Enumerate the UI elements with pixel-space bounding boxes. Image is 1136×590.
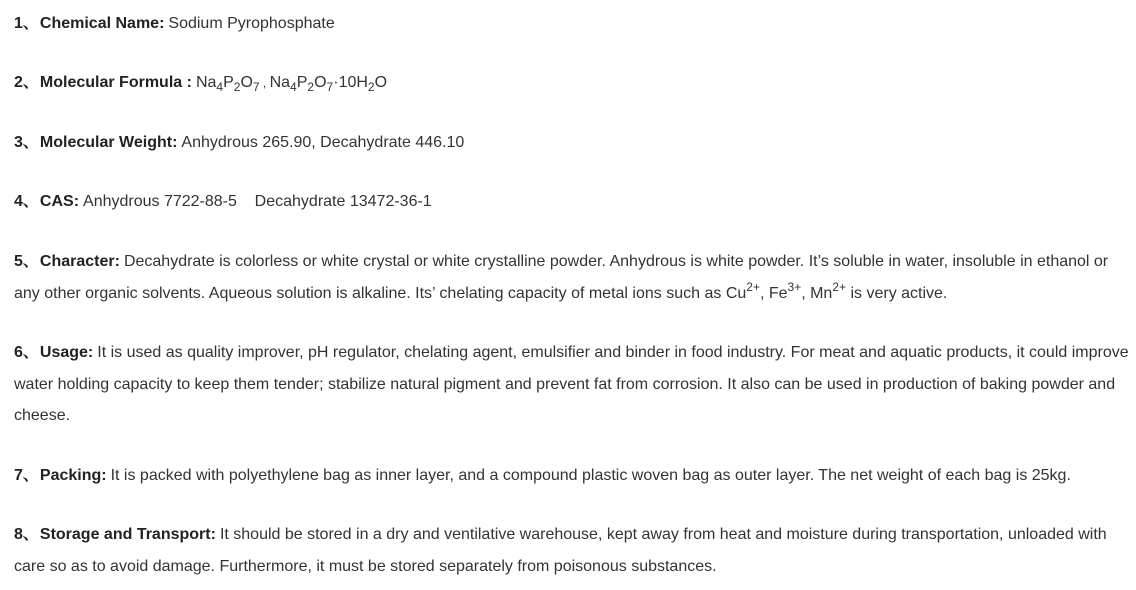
item-label: Character: <box>39 253 120 270</box>
item-text-end: is very active. <box>846 284 948 302</box>
item-number: 2、 <box>14 74 39 91</box>
item-label: Storage and Transport: <box>39 526 216 543</box>
item-text: Sodium Pyrophosphate <box>168 15 335 32</box>
item-number: 6、 <box>14 344 39 361</box>
item-text: Anhydrous 7722-88-5 Decahydrate 13472-36-1 <box>83 193 432 210</box>
item-text: It is packed with polyethylene bag as inner layer, and a compound plastic woven bag as outer layer. The net weight of each bag is 25kg. <box>110 467 1071 484</box>
item-label: Chemical Name: <box>39 15 165 32</box>
formula-anhydrous: $Na_4P_2O_7$ <box>195 74 260 94</box>
spec-chemical-name <box>14 8 1132 40</box>
ion-manganese: $Mn^{2+}$ <box>810 279 847 302</box>
item-label: Packing: <box>39 467 107 484</box>
spec-storage-transport <box>14 519 1132 582</box>
formula-separator: , <box>259 76 270 90</box>
item-number: 1、 <box>14 15 39 32</box>
item-label: Usage: <box>39 344 94 361</box>
item-text: Decahydrate is colorless or white crystal or white crystalline powder. Anhydrous is white powder. It’s soluble in water, insoluble in ethanol or any other organic solvents. Aqueous solution is alkaline. Its’ chelating capacity of metal ions such as <box>14 253 1109 302</box>
ion-iron: $Fe^{3+}$ <box>768 279 802 302</box>
item-label: Molecular Weight: <box>39 134 178 151</box>
spec-molecular-weight <box>14 127 1132 159</box>
item-text: Anhydrous 265.90, Decahydrate 446.10 <box>181 134 465 151</box>
item-number: 3、 <box>14 134 39 151</box>
item-number: 4、 <box>14 193 39 210</box>
item-number: 8、 <box>14 526 39 543</box>
spec-packing <box>14 460 1132 492</box>
formula-decahydrate: $Na_4P_2O_7\cdot 10H_2O$ <box>269 74 388 94</box>
spec-cas <box>14 186 1132 218</box>
item-number: 5、 <box>14 253 39 270</box>
item-label: Molecular Formula : <box>39 74 192 91</box>
ion-copper: $Cu^{2+}$ <box>725 279 760 302</box>
item-label: CAS: <box>39 193 80 210</box>
item-text: It should be stored in a dry and ventilative warehouse, kept away from heat and moisture during transportation, unloaded with care so as to avoid damage. Furthermore, it must be stored separately from poisonous substances. <box>14 526 1107 575</box>
spec-usage <box>14 337 1132 432</box>
item-text: It is used as quality improver, pH regulator, chelating agent, emulsifier and binder in food industry. For meat and aquatic products, it could improve water holding capacity to keep them tender; stabilize natural pigment and prevent fat from corrosion. It also can be used in production of baking powder and cheese. <box>14 344 1129 424</box>
spec-molecular-formula <box>14 67 1132 100</box>
item-number: 7、 <box>14 467 39 484</box>
spec-character: 5、Character: Decahydrate is colorless or white crystal or white crystalline powder. Anhydrous is white powder. It’s soluble in water, insoluble in ethanol or any other organic solvents. Aqueous solution is alkaline. Its’ chelating capacity of metal ions such as $Cu^{2+}$, $Fe^{3+}$, $Mn^{2+}$ is very active. <box>14 253 1109 302</box>
